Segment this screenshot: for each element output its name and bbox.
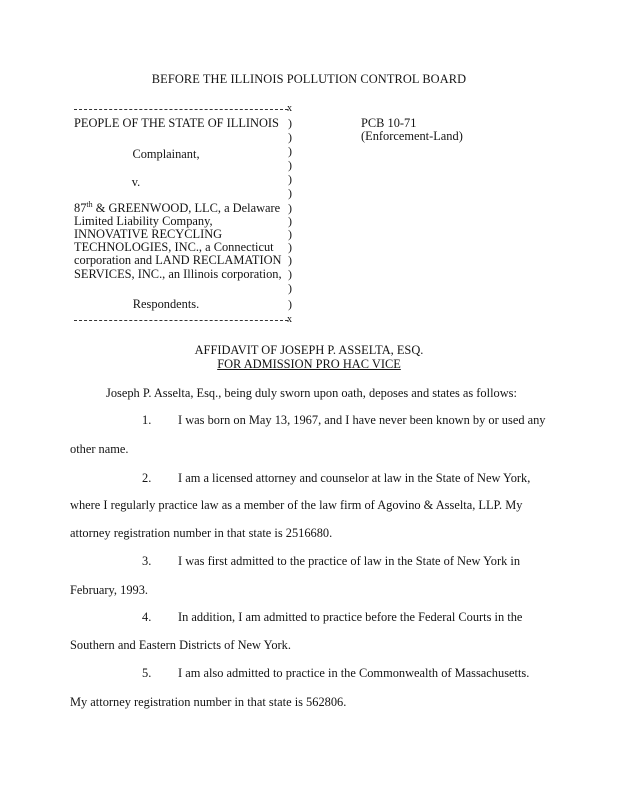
caption-defendant-line-4: TECHNOLOGIES, INC., a Connecticut: [74, 240, 274, 254]
board-title: BEFORE THE ILLINOIS POLLUTION CONTROL BOARD: [151, 72, 467, 86]
caption-paren: ): [288, 201, 292, 215]
paragraph-1-number: 1.: [142, 413, 152, 427]
caption-paren: ): [288, 186, 292, 200]
caption-defendant-line-5: corporation and LAND RECLAMATION: [74, 253, 282, 267]
paragraph-2-line-2: where I regularly practice law as a member of the law firm of Agovino & Asselta, LLP. My: [70, 498, 523, 512]
caption-defendant-line-6: SERVICES, INC., an Illinois corporation,: [74, 267, 282, 281]
paragraph-4-line-2: Southern and Eastern Districts of New York.: [70, 638, 291, 652]
paragraph-4-line-1: In addition, I am admitted to practice before the Federal Courts in the: [178, 610, 523, 624]
caption-top-rule: [74, 109, 288, 110]
paragraph-2-line-3: attorney registration number in that state is 2516680.: [70, 526, 333, 540]
caption-defendant-line-2: Limited Liability Company,: [74, 214, 213, 228]
caption-paren: ): [288, 297, 292, 311]
paragraph-1-line-1: I was born on May 13, 1967, and I have never been known by or used any: [178, 413, 546, 427]
caption-paren: ): [288, 253, 292, 267]
caption-paren: ): [288, 144, 292, 158]
paragraph-3-line-2: February, 1993.: [70, 583, 148, 597]
affidavit-title-line-2: FOR ADMISSION PRO HAC VICE: [217, 357, 401, 371]
caption-paren: ): [288, 130, 292, 144]
paragraph-5-line-2: My attorney registration number in that state is 562806.: [70, 695, 347, 709]
caption-plaintiff: PEOPLE OF THE STATE OF ILLINOIS: [74, 116, 279, 130]
caption-paren: ): [288, 172, 292, 186]
caption-paren: ): [288, 214, 292, 228]
paragraph-2-number: 2.: [142, 471, 152, 485]
caption-defendant-role: Respondents.: [132, 297, 200, 311]
intro-text: Joseph P. Asselta, Esq., being duly sworn upon oath, deposes and states as follows:: [106, 386, 517, 400]
caption-bottom-rule-marker: x: [287, 314, 292, 325]
caption-versus: v.: [131, 175, 141, 189]
caption-paren: ): [288, 227, 292, 241]
caption-plaintiff-role: Complainant,: [132, 147, 200, 161]
affidavit-title-line-1: AFFIDAVIT OF JOSEPH P. ASSELTA, ESQ.: [194, 343, 424, 357]
docket-type: (Enforcement-Land): [361, 129, 463, 143]
caption-defendant-line-1: 87th & GREENWOOD, LLC, a Delaware: [74, 199, 281, 215]
docket-number: PCB 10-71: [361, 116, 417, 130]
paragraph-2-line-1: I am a licensed attorney and counselor at law in the State of New York,: [178, 471, 531, 485]
paragraph-1-line-2: other name.: [70, 442, 129, 456]
caption-paren: ): [288, 158, 292, 172]
caption-top-rule-marker: x: [287, 103, 292, 114]
caption-bottom-rule: [74, 320, 288, 321]
paragraph-3-line-1: I was first admitted to the practice of law in the State of New York in: [178, 554, 521, 568]
caption-defendant-line-3: INNOVATIVE RECYCLING: [74, 227, 223, 241]
affidavit-title-line-2-wrap: [0, 357, 618, 371]
caption-paren: ): [288, 267, 292, 281]
paragraph-4-number: 4.: [142, 610, 152, 624]
paragraph-3-number: 3.: [142, 554, 152, 568]
paragraph-5-line-1: I am also admitted to practice in the Commonwealth of Massachusetts.: [178, 666, 530, 680]
caption-paren: ): [288, 281, 292, 295]
caption-paren: ): [288, 240, 292, 254]
caption-paren: ): [288, 116, 292, 130]
paragraph-5-number: 5.: [142, 666, 152, 680]
